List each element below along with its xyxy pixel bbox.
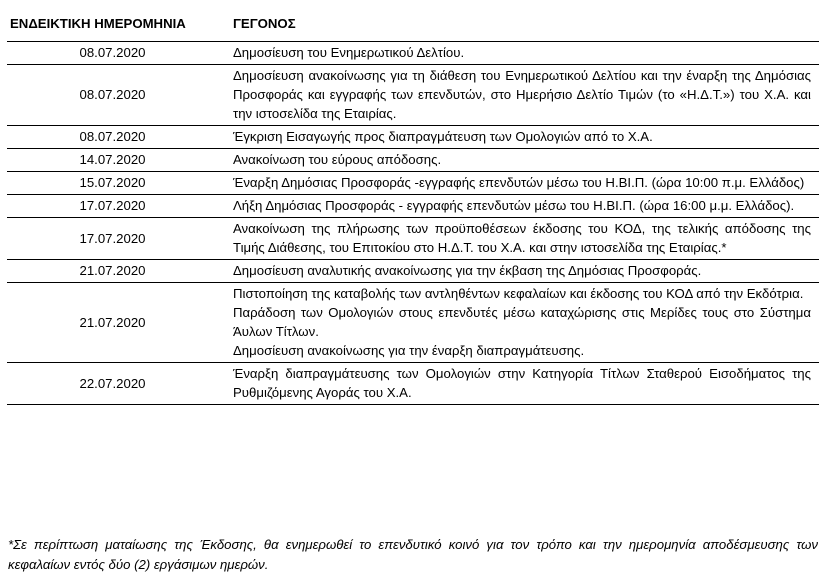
event-text: Δημοσίευση αναλυτικής ανακοίνωσης για την έκβαση της Δημόσιας Προσφοράς. <box>233 263 702 278</box>
table-row <box>7 149 819 172</box>
table-row <box>7 172 819 195</box>
event-text: Ανακοίνωση της πλήρωσης των προϋποθέσεων έκδοσης του ΚΟΔ, της τελικής απόδοσης της Τιμής Διάθεσης, του Επιτοκίου στο Η.Δ.Τ. του Χ.Α. και στην ιστοσελίδα της Εταιρίας.* <box>233 221 811 255</box>
row-date: 08.07.2020 <box>7 126 218 149</box>
row-event <box>218 42 819 65</box>
event-column-header: ΓΕΓΟΝΟΣ <box>233 16 296 31</box>
table-row <box>7 42 819 65</box>
table-row <box>7 363 819 405</box>
table-row <box>7 283 819 363</box>
row-event <box>218 126 819 149</box>
date-column-header: ΕΝΔΕΙΚΤΙΚΗ ΗΜΕΡΟΜΗΝΙΑ <box>10 16 186 31</box>
row-date: 15.07.2020 <box>7 172 218 195</box>
row-event <box>218 218 819 260</box>
table-row <box>7 126 819 149</box>
row-event <box>218 149 819 172</box>
row-event <box>218 260 819 283</box>
event-text: Ανακοίνωση του εύρους απόδοσης. <box>233 152 442 167</box>
row-date: 21.07.2020 <box>7 283 218 363</box>
row-event <box>218 283 819 363</box>
row-event <box>218 65 819 126</box>
table-row <box>7 260 819 283</box>
footnote: *Σε περίπτωση ματαίωσης της Έκδοσης, θα ενημερωθεί το επενδυτικό κοινό για τον τρόπο και την ημερομηνία αποδέσμευσης των κεφαλαίων εντός δύο (2) εργάσιμων ημερών. <box>8 537 818 572</box>
header-row <box>7 10 819 42</box>
event-text: Έγκριση Εισαγωγής προς διαπραγμάτευση των Ομολογιών από το Χ.Α. <box>233 129 653 144</box>
row-date: 14.07.2020 <box>7 149 218 172</box>
row-event <box>218 172 819 195</box>
row-date: 08.07.2020 <box>7 65 218 126</box>
event-text: Έναρξη Δημόσιας Προσφοράς -εγγραφής επενδυτών μέσω του Η.ΒΙ.Π. (ώρα 10:00 π.μ. Ελλάδος) <box>233 175 805 190</box>
event-text: Δημοσίευση του Ενημερωτικού Δελτίου. <box>233 45 465 60</box>
event-text: Δημοσίευση ανακοίνωσης για τη διάθεση του Ενημερωτικού Δελτίου και την έναρξη της Δημόσιας Προσφοράς και εγγραφής των επενδυτών, στο Ημερήσιο Δελτίο Τιμών (το «Η.Δ.Τ.») του Χ.Α. και την ιστοσελίδα της Εταιρίας. <box>233 68 811 121</box>
row-event <box>218 363 819 405</box>
row-date: 08.07.2020 <box>7 42 218 65</box>
row-event <box>218 195 819 218</box>
event-text: Λήξη Δημόσιας Προσφοράς - εγγραφής επενδυτών μέσω του Η.ΒΙ.Π. (ώρα 16:00 μ.μ. Ελλάδος). <box>233 198 795 213</box>
event-text: Παράδοση των Ομολογιών στους επενδυτές μέσω καταχώρισης στις Μερίδες τους στο Σύστημα Άυλων Τίτλων. <box>233 305 811 339</box>
row-date: 17.07.2020 <box>7 218 218 260</box>
row-date: 17.07.2020 <box>7 195 218 218</box>
row-date: 22.07.2020 <box>7 363 218 405</box>
timetable-body <box>7 42 819 405</box>
event-text: Έναρξη διαπραγμάτευσης των Ομολογιών στην Κατηγορία Τίτλων Σταθερού Εισοδήματος της Ρυθμιζόμενης Αγοράς του Χ.Α. <box>233 366 811 400</box>
table-row <box>7 195 819 218</box>
row-date: 21.07.2020 <box>7 260 218 283</box>
event-text: Δημοσίευση ανακοίνωσης για την έναρξη διαπραγμάτευσης. <box>233 343 585 358</box>
event-text: Πιστοποίηση της καταβολής των αντληθέντων κεφαλαίων και έκδοσης του ΚΟΔ από την Εκδότρια. <box>233 286 804 301</box>
table-row <box>7 218 819 260</box>
timetable <box>7 10 819 405</box>
table-row <box>7 65 819 126</box>
